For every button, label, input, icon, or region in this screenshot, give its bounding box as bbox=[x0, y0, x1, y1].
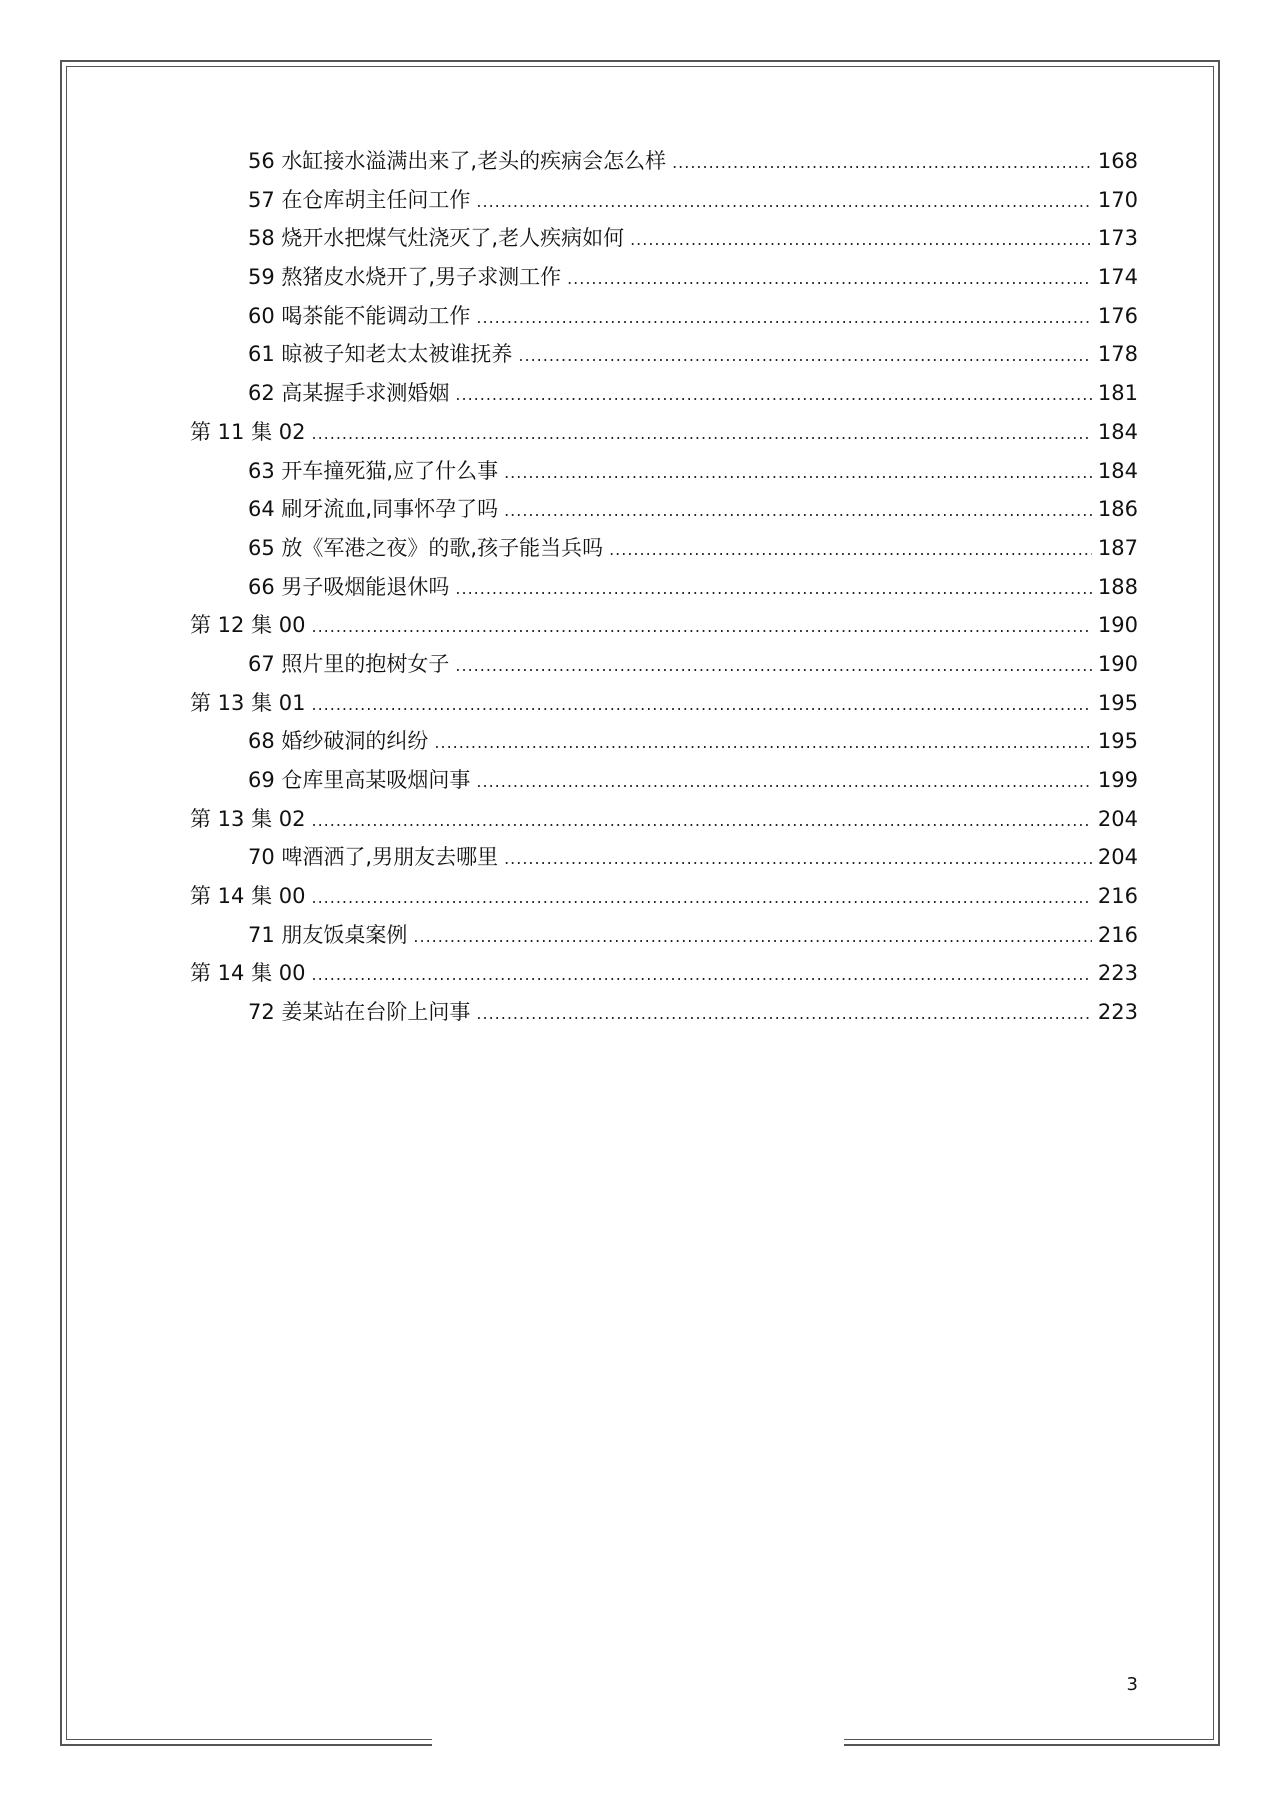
toc-entry[interactable] bbox=[190, 258, 1138, 297]
toc-entry-page: 173 bbox=[1097, 226, 1138, 251]
toc-entry-page: 181 bbox=[1097, 381, 1138, 406]
table-of-contents bbox=[190, 142, 1138, 1032]
toc-entry[interactable] bbox=[190, 838, 1138, 877]
toc-entry-title: 65 放《军港之夜》的歌,孩子能当兵吗 bbox=[248, 535, 604, 560]
toc-entry[interactable] bbox=[190, 490, 1138, 529]
toc-entry[interactable] bbox=[190, 722, 1138, 761]
toc-entry-title: 第 13 集 01 bbox=[190, 690, 306, 715]
toc-entry-page: 204 bbox=[1097, 845, 1138, 870]
toc-entry[interactable] bbox=[190, 142, 1138, 181]
toc-dot-leader bbox=[311, 879, 1091, 918]
toc-entry-title: 71 朋友饭桌案例 bbox=[248, 922, 408, 947]
toc-entry-page: 195 bbox=[1097, 690, 1138, 715]
toc-entry-page: 223 bbox=[1097, 1000, 1138, 1025]
toc-entry[interactable] bbox=[190, 761, 1138, 800]
toc-entry-title: 66 男子吸烟能退休吗 bbox=[248, 574, 450, 599]
toc-entry[interactable] bbox=[190, 181, 1138, 220]
toc-section-heading[interactable] bbox=[190, 800, 1138, 839]
toc-entry-page: 168 bbox=[1097, 149, 1138, 173]
toc-section-heading[interactable] bbox=[190, 877, 1138, 916]
toc-dot-leader bbox=[504, 454, 1092, 493]
toc-entry-title: 60 喝茶能不能调动工作 bbox=[248, 303, 471, 328]
toc-entry-page: 174 bbox=[1097, 265, 1138, 290]
toc-dot-leader bbox=[609, 531, 1092, 570]
toc-dot-leader bbox=[504, 492, 1092, 531]
toc-entry-page: 170 bbox=[1097, 187, 1138, 212]
toc-dot-leader bbox=[455, 570, 1092, 609]
toc-entry[interactable] bbox=[190, 219, 1138, 258]
toc-entry-title: 第 12 集 00 bbox=[190, 613, 306, 638]
toc-section-heading[interactable] bbox=[190, 684, 1138, 723]
toc-entry[interactable] bbox=[190, 993, 1138, 1032]
toc-entry-title: 61 晾被子知老太太被谁抚养 bbox=[248, 342, 513, 367]
toc-entry-page: 186 bbox=[1097, 497, 1138, 522]
toc-dot-leader bbox=[413, 918, 1092, 957]
toc-entry-title: 第 14 集 00 bbox=[190, 961, 306, 986]
toc-dot-leader bbox=[476, 299, 1092, 338]
toc-entry[interactable] bbox=[190, 335, 1138, 374]
toc-dot-leader bbox=[311, 415, 1091, 454]
toc-entry-page: 178 bbox=[1097, 342, 1138, 367]
toc-entry-title: 72 姜某站在台阶上问事 bbox=[248, 1000, 471, 1025]
toc-dot-leader bbox=[311, 608, 1091, 647]
toc-entry-title: 68 婚纱破洞的纠纷 bbox=[248, 729, 429, 754]
toc-entry-page: 195 bbox=[1097, 729, 1138, 754]
toc-entry-title: 第 14 集 00 bbox=[190, 884, 306, 909]
toc-entry-page: 199 bbox=[1097, 768, 1138, 792]
toc-dot-leader bbox=[434, 724, 1092, 763]
toc-entry[interactable] bbox=[190, 645, 1138, 684]
toc-dot-leader bbox=[455, 376, 1092, 415]
toc-dot-leader bbox=[518, 337, 1092, 376]
toc-entry-title: 第 11 集 02 bbox=[190, 419, 306, 444]
toc-dot-leader bbox=[311, 802, 1091, 841]
toc-entry-page: 188 bbox=[1097, 574, 1138, 599]
toc-entry-title: 70 啤酒洒了,男朋友去哪里 bbox=[248, 845, 499, 870]
toc-entry-page: 216 bbox=[1097, 884, 1138, 909]
page-border-gap bbox=[432, 1730, 844, 1750]
toc-entry-title: 67 照片里的抱树女子 bbox=[248, 651, 450, 676]
page-number: 3 bbox=[1126, 1674, 1138, 1695]
toc-entry-title: 63 开车撞死猫,应了什么事 bbox=[248, 458, 499, 483]
toc-entry-title: 58 烧开水把煤气灶浇灭了,老人疾病如何 bbox=[248, 226, 625, 251]
toc-dot-leader bbox=[630, 221, 1092, 260]
toc-dot-leader bbox=[455, 647, 1092, 686]
toc-entry[interactable] bbox=[190, 529, 1138, 568]
toc-section-heading[interactable] bbox=[190, 954, 1138, 993]
toc-entry-title: 第 13 集 02 bbox=[190, 806, 306, 831]
toc-entry-page: 223 bbox=[1097, 961, 1138, 986]
toc-entry-title: 57 在仓库胡主任问工作 bbox=[248, 187, 471, 212]
toc-dot-leader bbox=[504, 840, 1092, 879]
toc-dot-leader bbox=[476, 763, 1092, 802]
toc-entry-page: 176 bbox=[1097, 303, 1138, 328]
toc-entry-page: 184 bbox=[1097, 458, 1138, 483]
toc-entry-title: 59 熬猪皮水烧开了,男子求测工作 bbox=[248, 265, 562, 290]
toc-entry[interactable] bbox=[190, 452, 1138, 491]
toc-entry[interactable] bbox=[190, 916, 1138, 955]
toc-section-heading[interactable] bbox=[190, 413, 1138, 452]
toc-entry-page: 187 bbox=[1097, 535, 1138, 560]
toc-dot-leader bbox=[476, 183, 1092, 222]
toc-entry-page: 184 bbox=[1097, 419, 1138, 444]
toc-dot-leader bbox=[476, 995, 1092, 1034]
toc-entry-title: 56 水缸接水溢满出来了,老头的疾病会怎么样 bbox=[248, 149, 667, 173]
toc-entry[interactable] bbox=[190, 374, 1138, 413]
toc-dot-leader bbox=[567, 260, 1092, 299]
toc-entry-page: 190 bbox=[1097, 651, 1138, 676]
toc-dot-leader bbox=[311, 686, 1091, 725]
toc-entry-title: 62 高某握手求测婚姻 bbox=[248, 381, 450, 406]
toc-entry-title: 64 刷牙流血,同事怀孕了吗 bbox=[248, 497, 499, 522]
toc-entry-page: 190 bbox=[1097, 613, 1138, 638]
toc-section-heading[interactable] bbox=[190, 606, 1138, 645]
toc-entry-title: 69 仓库里高某吸烟问事 bbox=[248, 768, 471, 792]
toc-dot-leader bbox=[311, 956, 1091, 995]
toc-entry[interactable] bbox=[190, 297, 1138, 336]
toc-entry-page: 216 bbox=[1097, 922, 1138, 947]
toc-entry[interactable] bbox=[190, 568, 1138, 607]
toc-entry-page: 204 bbox=[1097, 806, 1138, 831]
toc-dot-leader bbox=[672, 144, 1092, 183]
